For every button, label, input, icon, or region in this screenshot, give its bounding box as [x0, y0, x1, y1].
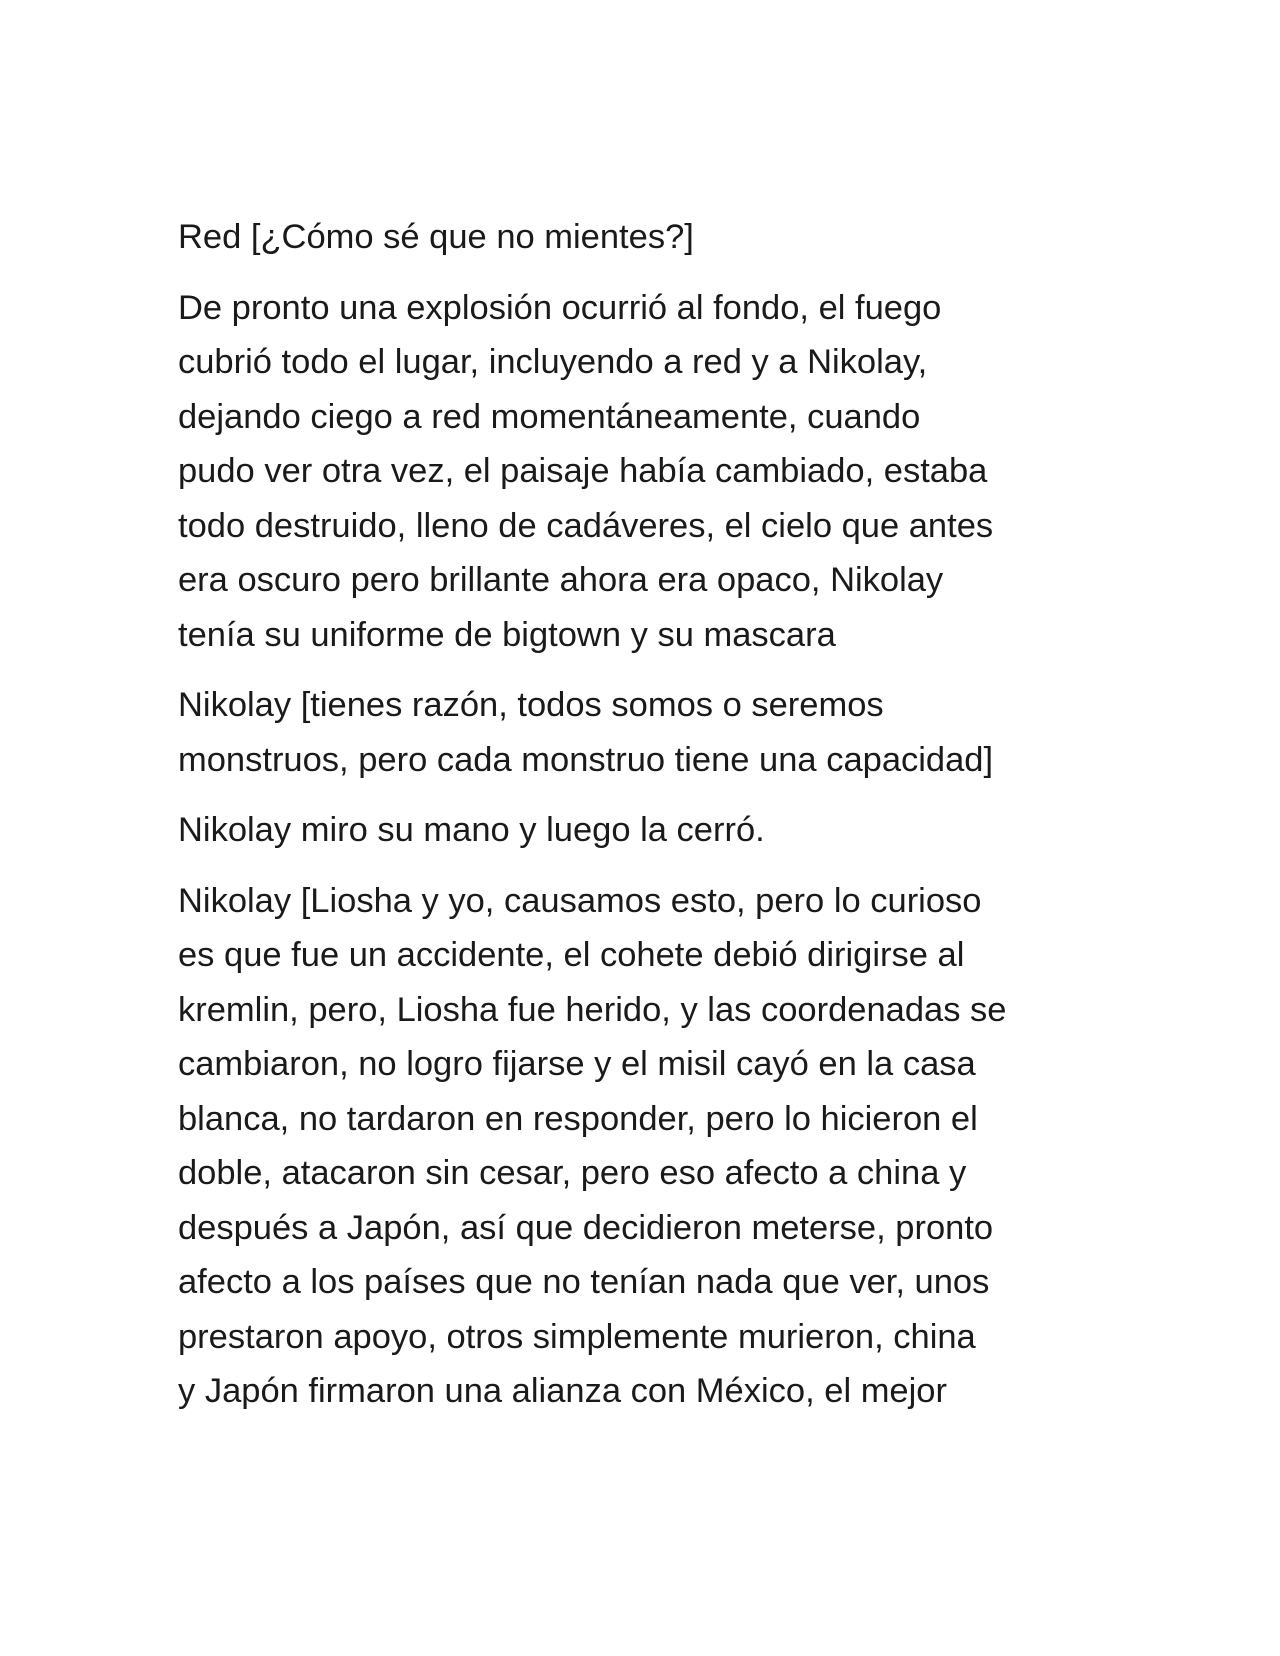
text-line: todo destruido, lleno de cadáveres, el cielo que antes	[178, 506, 994, 545]
paragraph-dialogue-red	[178, 210, 1108, 265]
paragraph-dialogue-nikolay-war	[178, 874, 1108, 1419]
text-line: Nikolay miro su mano y luego la cerró.	[178, 811, 765, 849]
text-line: monstruos, pero cada monstruo tiene una capacidad]	[178, 740, 994, 779]
text-line: afecto a los países que no tenían nada que ver, unos	[178, 1263, 990, 1301]
text-line: Nikolay [tienes razón, todos somos o seremos	[178, 686, 884, 724]
text-line: tenía su uniforme de bigtown y su mascara	[178, 615, 836, 654]
text-line: Red [¿Cómo sé que no mientes?]	[178, 218, 694, 256]
text-line: dejando ciego a red momentáneamente, cuando	[178, 397, 921, 436]
text-line: blanca, no tardaron en responder, pero lo hicieron el	[178, 1099, 978, 1138]
paragraph-dialogue-nikolay-monsters	[178, 678, 1108, 787]
text-line: De pronto una explosión ocurrió al fondo, el fuego	[178, 288, 942, 327]
text-line: pudo ver otra vez, el paisaje había cambiado, estaba	[178, 452, 988, 490]
text-line: doble, atacaron sin cesar, pero eso afecto a china y	[178, 1154, 967, 1192]
text-line: prestaron apoyo, otros simplemente murieron, china	[178, 1317, 976, 1356]
text-line: cambiaron, no logro fijarse y el misil cayó en la casa	[178, 1045, 976, 1083]
text-line: después a Japón, así que decidieron meterse, pronto	[178, 1208, 994, 1247]
text-line: kremlin, pero, Liosha fue herido, y las coordenadas se	[178, 990, 1007, 1029]
text-line: Nikolay [Liosha y yo, causamos esto, pero lo curioso	[178, 881, 982, 920]
paragraph-explosion-narration	[178, 281, 1108, 663]
text-line: y Japón firmaron una alianza con México, el mejor	[178, 1372, 947, 1410]
paragraph-nikolay-hand	[178, 803, 1108, 858]
text-line: es que fue un accidente, el cohete debió dirigirse al	[178, 936, 965, 974]
text-line: cubrió todo el lugar, incluyendo a red y a Nikolay,	[178, 343, 928, 381]
text-line: era oscuro pero brillante ahora era opaco, Nikolay	[178, 561, 944, 599]
document-body	[178, 210, 1108, 1435]
